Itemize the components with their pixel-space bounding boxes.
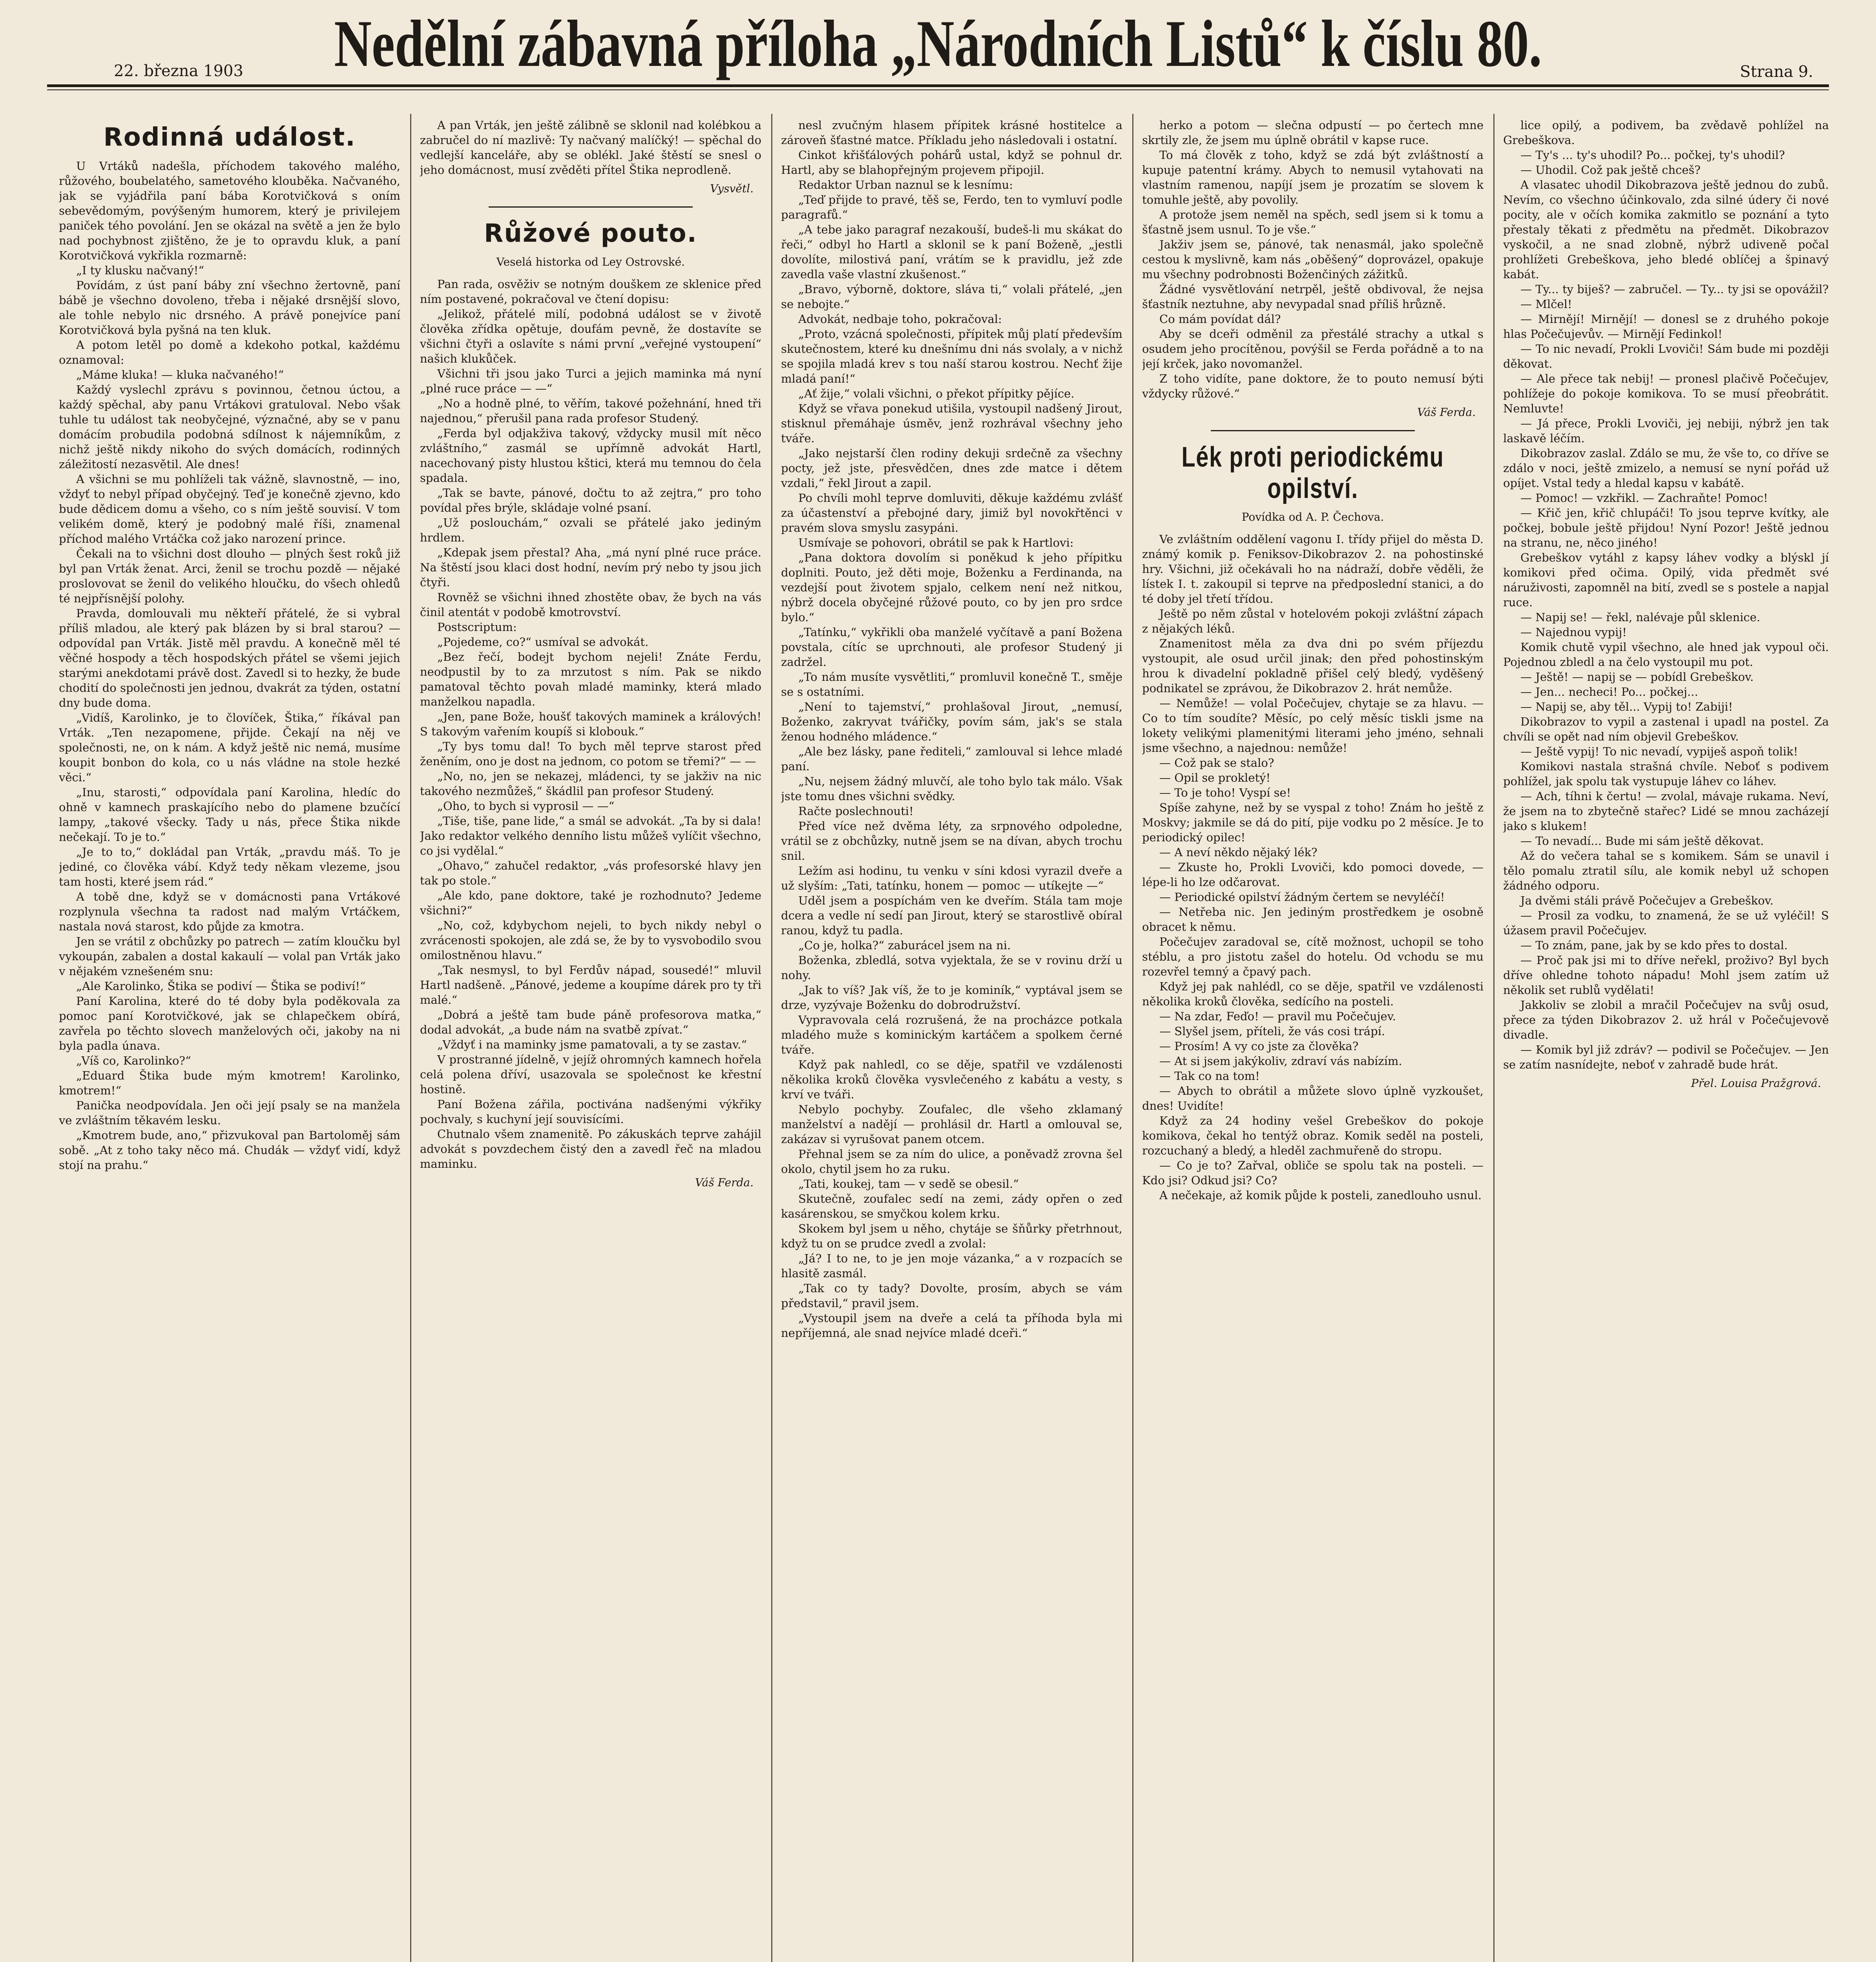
paragraph: — Napij se, aby těl... Vypij to! Zabiji! xyxy=(1520,700,1733,713)
paragraph: Komik chutě vypil všechno, ale hned jak vypoul oči. Pojednou zbledl a na čelo vystoupil mu pot. xyxy=(1503,640,1829,669)
paragraph: Aby se dceři odměnil za přestálé strachy a utkal s osudem jeho procítěnou, povýšil se Ferda pořádně a to na její krček, jako novomanžel. xyxy=(1142,327,1484,370)
paragraph: „Vystoupil jsem na dveře a celá ta příhoda byla mi nepříjemná, ale snad nejvíce mladé dceři.“ xyxy=(781,1311,1122,1340)
paragraph: „Je to to,“ dokládal pan Vrták, „pravdu máš. To je jediné, co člověka vábí. Když tedy někam vlezeme, jsou tam hosti, které jsem rád.“ xyxy=(59,845,400,888)
paragraph: „Jen, pane Bože, houšť takových maminek a králových! S takovým vařením koupíš si klobouk.“ xyxy=(420,710,761,738)
paragraph: Boženka, zbledlá, sotva vyjektala, že se v rovinu drží u nohy. xyxy=(781,954,1122,982)
paragraph: Uděl jsem a pospíchám ven ke dveřím. Stála tam moje dcera a vedle ní sedí pan Jirout, který se starostlivě obíral ranou, když tu padla. xyxy=(781,894,1122,937)
paragraph: „Bravo, výborně, doktore, sláva ti,“ volali přátelé, „jen se nebojte.“ xyxy=(781,283,1122,311)
paragraph: — Křič jen, křič chlupáči! To jsou teprve kvítky, ale počkej, bobule ještě přijdou! Nyní Pozor! Ještě jednou na stranu, ne, něco jiného! xyxy=(1503,506,1829,549)
paragraph: — Ty... ty biješ? — zabručel. — Ty... ty jsi se opovážil? xyxy=(1520,283,1829,296)
paragraph: — Mlčel! xyxy=(1520,297,1572,311)
paragraph: — Jen... necheci! Po... počkej... xyxy=(1520,685,1698,698)
masthead-rule-thin xyxy=(47,89,1829,90)
paragraph: Paní Karolina, které do té doby byla poděkovala za pomoc paní Korotvičkové, jak se chlapečkem obírá, zavřela po těchto slovech manželových oči, jakoby na ni byla padla únava. xyxy=(59,994,400,1052)
paragraph: Dikobrazov zaslal. Zdálo se mu, že vše to, co dříve se zdálo v noci, ještě zmizelo, a nemusí se nyní pořád už opíjet. Vstal tedy a hledal kapsu v kabátě. xyxy=(1503,447,1829,490)
paragraph: Račte poslechnouti! xyxy=(798,804,914,818)
paragraph: „No, což, kdybychom nejeli, to bych nikdy nebyl o zvrácenosti spokojen, ale zdá se, že by to vysvobodilo svou omilostněnou hlavu.“ xyxy=(420,919,761,962)
article-body-ruzove-pouto-continued xyxy=(781,118,1122,1340)
paragraph: „Tiše, tiše, pane lide,“ a smál se advokát. „Ta by si dala! Jako redaktor velkého denního listu můžeš vylíčit všechno, co jsi vydělal.“ xyxy=(420,814,761,857)
paragraph: A nečekaje, až komik půjde k posteli, zanedlouho usnul. xyxy=(1159,1189,1482,1202)
column-divider xyxy=(771,114,772,1962)
paragraph: „I ty klusku načvaný!“ xyxy=(76,264,204,277)
paragraph: „A tebe jako paragraf nezakouší, budeš-li mu skákat do řeči,“ odbyl ho Hartl a sklonil se k paní Boženě, „jestli dovolíte, milostivá paní, vrátím se k pravidlu, jež zde zavedla vaše vlastní zkušenost.“ xyxy=(781,223,1122,281)
column-divider xyxy=(410,114,411,1962)
column-1 xyxy=(59,118,400,1962)
paragraph: „Ale Karolinko, Štika se podiví — Štika se podiví!“ xyxy=(76,979,366,993)
article-subtitle: Povídka od A. P. Čechova. xyxy=(1241,511,1384,523)
paragraph: Počečujev zaradoval se, cítě možnost, uchopil se toho stéblu, a pro jistotu zašel do hotelu. Od vchodu se mu rozevřel temný a čpavý pach. xyxy=(1142,935,1484,978)
paragraph: „Eduard Štika bude mým kmotrem! Karolinko, kmotrem!“ xyxy=(59,1069,400,1097)
paragraph: — Ty's ... ty's uhodil? Po... počkej, ty's uhodil? xyxy=(1520,148,1785,162)
column-divider xyxy=(1493,114,1495,1962)
paragraph: Žádné vysvětlování netrpěl, ještě obdivoval, že nejsa šťastník neztuhne, aby nevypadal snad příliš hrůzně. xyxy=(1142,283,1484,311)
paragraph: — Mirnějí! Mirnějí! — donesl se z druhého pokoje hlas Počečujevův. — Mirnějí Fedinkol! xyxy=(1503,312,1829,341)
paragraph: — Já přece, Prokli Lvoviči, jej nebiji, nýbrž jen tak laskavě léčím. xyxy=(1503,417,1829,445)
article-title-lek-proti-opilstvi: Lék proti periodickému opilství. xyxy=(1181,441,1444,504)
paragraph: — Což pak se stalo? xyxy=(1159,756,1274,769)
page-number: Strana 9. xyxy=(1740,63,1813,81)
paragraph: Když jej pak nahlédl, co se děje, spatřil ve vzdálenosti několika kroků člověka, sedícího na posteli. xyxy=(1142,980,1484,1008)
paragraph: „Ohavo,“ zahučel redaktor, „vás profesorské hlavy jen tak po stole.“ xyxy=(420,859,761,887)
paragraph: — Najednou vypij! xyxy=(1520,625,1627,639)
paragraph: — Napij se! — řekl, nalévaje půl sklenice. xyxy=(1520,611,1761,624)
paragraph: „Jak to víš? Jak víš, že to je kominík,“ vyptával jsem se drze, vyzývaje Boženku do dobrodružství. xyxy=(781,983,1122,1012)
paragraph: Postscriptum: xyxy=(437,620,517,634)
paragraph: — Netřeba nic. Jen jediným prostředkem je osobně obracet k němu. xyxy=(1142,905,1484,934)
paragraph: — At si jsem jakýkoliv, zdraví vás nabízím. xyxy=(1159,1054,1402,1068)
masthead xyxy=(47,0,1829,81)
signature: Přel. Louisa Pražgrová. xyxy=(1691,1077,1821,1090)
paragraph: Paní Božena zářila, poctivána nadšenými výkřiky pochvaly, s kuchyní její souvisícími. xyxy=(420,1098,761,1126)
paragraph: Přehnal jsem se za ním do ulice, a poněvadž zrovna šel okolo, chytil jsem ho za ruku. xyxy=(781,1147,1122,1176)
paragraph: — Ale přece tak nebij! — pronesl plačivě Počečujev, pohlížeje do pokoje komikova. To se musí přeobrátit. Nemluvte! xyxy=(1503,372,1829,415)
paragraph: — To nic nevadí, Prokli Lvoviči! Sám bude mi později děkovat. xyxy=(1503,342,1829,370)
paragraph: Panička neodpovídala. Jen oči její psaly se na manžela ve zvláštním těkavém lesku. xyxy=(59,1099,400,1127)
paragraph: Všichni tři jsou jako Turci a jejich maminka má nyní „plné ruce práce — —“ xyxy=(420,367,761,395)
paragraph: — Periodické opilství žádným čertem se nevyléčí! xyxy=(1159,890,1445,904)
paragraph: „No a hodně plné, to věřím, takové požehnání, hned tři najednou,“ přerušil pana rada profesor Studený. xyxy=(420,397,761,425)
paragraph: „Tak co ty tady? Dovolte, prosím, abych se vám představil,“ pravil jsem. xyxy=(781,1282,1122,1310)
signature: Váš Ferda. xyxy=(695,1176,754,1189)
paragraph: — Prosím! A vy co jste za člověka? xyxy=(1159,1039,1359,1053)
paragraph: Ležím asi hodinu, tu venku v síni kdosi vyrazil dveře a už slyším: „Tati, tatínku, honem — pomoc — utíkejte —“ xyxy=(781,864,1122,892)
paragraph: „Tatínku,“ vykřikli oba manželé vyčítavě a paní Božena povstala, cítíc se uprchnouti, ale profesor Studený ji zadržel. xyxy=(781,625,1122,669)
paragraph: „Tati, koukej, tam — v sedě se obesil.“ xyxy=(798,1177,1019,1191)
paragraph: A protože jsem neměl na spěch, sedl jsem si k tomu a šťastně jsem usnul. To je vše.“ xyxy=(1142,208,1484,236)
paragraph: Když za 24 hodiny vešel Grebeškov do pokoje komikova, čekal ho tentýž obraz. Komik seděl na posteli, rozcuchaný a bledý, a hleděl zachmuřeně do stropu. xyxy=(1142,1114,1484,1157)
paragraph: Když se vřava ponekud utišila, vystoupil nadšený Jirout, stisknul přemáhaje úsměv, jenž rozhrával všechny jeho tváře. xyxy=(781,402,1122,445)
paragraph: Před více než dvěma léty, za srpnového odpoledne, vrátil se z obchůzky, nutně jsem se na dívan, abych trochu snil. xyxy=(781,819,1122,862)
paragraph: „Já? I to ne, to je jen moje vázanka,“ a v rozpacích se hlasitě zasmál. xyxy=(781,1252,1122,1280)
paragraph: U Vrtáků nadešla, příchodem takového malého, růžového, boubelatého, sametového klouběka. Načvaného, jak se vyjádřila paní bába Korotvičková s oním sebevědomým, povýšeným humorem, který je privilejem paniček tého povolání. Jen se okázal na světě a jen že bylo nad pochybnost zjištěno, že je to opravdu kluk, a paní Korotvičková vykřikla rozmarně: xyxy=(59,159,400,262)
paragraph: „Tak nesmysl, to byl Ferdův nápad, sousedé!“ mluvil Hartl nadšeně. „Pánové, jedeme a koupíme dárek pro ty tři malé.“ xyxy=(420,963,761,1007)
paragraph: Pan rada, osvěživ se notným douškem ze sklenice před ním postavené, pokračoval ve čtení dopisu: xyxy=(420,277,761,306)
column-divider xyxy=(1132,114,1133,1962)
article-title-rodinna-udalost: Rodinná událost. xyxy=(103,123,356,152)
paragraph: Ve zvláštním oddělení vagonu I. třídy přijel do města D. známý komik p. Feniksov-Dikobrazov 2. na pohostinské hry. Všichni, již očekávali ho na nádraží, dobře věděli, že lístek I. t. zakoupil si teprve na předposlední stanici, a do té doby jel třetí třídou. xyxy=(1142,532,1484,605)
article-body-continued xyxy=(1142,118,1484,401)
signature: Váš Ferda. xyxy=(1417,406,1476,419)
paragraph: A tobě dne, když se v domácnosti pana Vrtákové rozplynula všechna ta radost nad malým Vrtáčkem, nastala nová starost, kdo půjde za kmotra. xyxy=(59,890,400,933)
paragraph: „Není to tajemství,“ prohlašoval Jirout, „nemusí, Boženko, zakryvat tvářičky, povím sám, jak's se stala ženou hodného mládence.“ xyxy=(781,700,1122,743)
paragraph: Jakživ jsem se, pánové, tak nenasmál, jako společně cestou k myslivně, kam nás „oběšený“ doprovázel, opakuje mu všechny podrobnosti Boženčiných zážitků. xyxy=(1142,238,1484,281)
paragraph: — Nemůže! — volal Počečujev, chytaje se za hlavu. — Co to tím soudíte? Měsíc, po celý měsíc tiskli jsme na lokety velikými plamenitými literami jeho jméno, sehnali jsme všechno, a najednou: nemůže! xyxy=(1142,697,1484,755)
paragraph: Povídám, z úst paní báby zní všechno žertovně, paní bábě je všechno dovoleno, třeba i nějaké drsnější slovo, ale tohle nebylo nic drsného. A právě ponejvíce paní Korotvičková byla pyšná na ten kluk. xyxy=(59,279,400,337)
paragraph: Nebylo pochyby. Zoufalec, dle všeho zklamaný manželství a nadějí — prohlásil dr. Hartl a omlouval se, zakázav si vyrušovat panem otcem. xyxy=(781,1103,1122,1146)
paragraph: „To nám musíte vysvětliti,“ promluvil konečně T., směje se s ostatními. xyxy=(781,670,1122,698)
paragraph: Advokát, nedbaje toho, pokračoval: xyxy=(798,312,1002,326)
article-body-ruzove-pouto xyxy=(420,277,761,1171)
paragraph: — To je toho! Vyspí se! xyxy=(1159,786,1291,799)
paragraph: — Pomoc! — vzkřikl. — Zachraňte! Pomoc! xyxy=(1520,491,1768,505)
paragraph: „Ty bys tomu dal! To bych měl teprve starost před ženěním, ono je dost na jednom, co potom se třemi?“ — — xyxy=(420,740,761,768)
paragraph: „Dobrá a ještě tam bude páně profesorova matka,“ dodal advokát, „a bude nám na svatbě zpívat.“ xyxy=(420,1008,761,1036)
paragraph: „Vždyť i na maminky jsme pamatovali, a ty se zastav.“ xyxy=(437,1038,747,1051)
article-body-lek-proti-opilstvi xyxy=(1142,532,1484,1203)
paragraph: Grebeškov vytáhl z kapsy láhev vodky a blýskl jí komikovi před očima. Opilý, vida předmět své náruživosti, zapomněl na bití, zvedl se s postele a napjal ruce. xyxy=(1503,551,1829,609)
paragraph: Ja dvěmi stáli právě Počečujev a Grebeškov. xyxy=(1520,894,1774,907)
paragraph: „Pana doktora dovolím si poněkud k jeho přípitku doplniti. Pouto, jež děti moje, Boženku a Ferdinanda, na vezdejší pout životem spjalo, celkem není než nitkou, nýbrž docela obyčejné růžové pouto, co by jen pro srdce bylo.“ xyxy=(781,551,1122,624)
paragraph: — Ještě vypij! To nic nevadí, vypiješ aspoň tolik! xyxy=(1520,745,1798,758)
paragraph: „Oho, to bych si vyprosil — —“ xyxy=(437,799,615,813)
paragraph: Rovněž se všichni ihned zhostěte obav, že bych na vás činil atentát v podobě kmotrovství. xyxy=(420,591,761,619)
masthead-rule xyxy=(47,84,1829,87)
article-body-rodinna-udalost xyxy=(59,159,400,1172)
paragraph: „No, no, jen se nekazej, mládenci, ty se jakživ na nic takového nezmůžeš,“ škádlil pan profesor Studený. xyxy=(420,769,761,798)
paragraph: „Ferda byl odjakživa takový, vždycky musil mít něco zvláštního,“ zasmál se upřímně advokát Hartl, nacechovaný pisty hlustou kštici, která mu temnou do čela spadala. xyxy=(420,427,761,485)
paragraph: — A neví někdo nějaký lék? xyxy=(1159,846,1318,859)
paragraph: „Proto, vzácná společnosti, přípitek můj platí především skutečnostem, které ku dnešnímu dni nás svolaly, a v nichž se spojila mladá krev s tou naší starou kostrou. Nechť žije mladá paní!“ xyxy=(781,327,1122,385)
paragraph: Chutnalo všem znamenitě. Po zákuskách teprve zahájil advokát s povzdechem čistý den a zavedl řeč na mladou maminku. xyxy=(420,1127,761,1171)
paragraph: Usmívaje se pohovori, obrátil se pak k Hartlovi: xyxy=(798,536,1074,549)
paragraph: „Nu, nejsem žádný mluvčí, ale toho bylo tak málo. Však jste tomu dnes všichni svědky. xyxy=(781,775,1122,803)
paragraph: Co mám povídat dál? xyxy=(1159,312,1281,326)
article-subtitle: Veselá historka od Ley Ostrovské. xyxy=(496,255,685,268)
paragraph: A potom letěl po domě a kdekoho potkal, každému oznamoval: xyxy=(59,338,400,367)
paragraph: Cinkot křišťálových pohárů ustal, když se pohnul dr. Hartl, aby se blahopřejným projevem připojil. xyxy=(781,148,1122,177)
paragraph: Čekali na to všichni dost dlouho — plných šest roků již byl pan Vrták ženat. Arci, ženil se trochu pozdě — nějaké proslovovat se ženil do velikého hloučku, do všech ohledů té nejpřísnější polohy. xyxy=(59,547,400,605)
paragraph: „Ale kdo, pane doktore, také je rozhodnuto? Jedeme všichni?“ xyxy=(420,889,761,917)
paragraph: „Víš co, Karolinko?“ xyxy=(76,1054,191,1067)
paragraph: Komikovi nastala strašná chvíle. Neboť s podivem pohlížel, jak spolu tak vystupuje láhev co láhev. xyxy=(1503,760,1829,788)
paragraph: — Ach, tíhni k čertu! — zvolal, mávaje rukama. Neví, že jsem na to zbytečně stařec? Lidé se mnou zacházejí jako s klukem! xyxy=(1503,790,1829,833)
signature: Vysvětl. xyxy=(710,182,754,195)
issue-date: 22. března 1903 xyxy=(114,62,243,80)
paragraph: — Co je to? Zařval, obliče se spolu tak na posteli. — Kdo jsi? Odkud jsi? Co? xyxy=(1142,1159,1484,1187)
paragraph: „Máme kluka! — kluka načvaného!“ xyxy=(76,368,284,381)
paragraph: To má člověk z toho, když se zdá být zvláštností a kupuje patentní krámy. Abych to nemusil vytahovati na vlastním ramenou, napíjí jsem je prozatím se slovem k tomuhle ještě, aby povolily. xyxy=(1142,148,1484,206)
paragraph: „Tak se bavte, pánové, dočtu to až zejtra,“ pro toho povídal přes brýle, skládaje volné psaní. xyxy=(420,486,761,514)
paragraph: Když pak nahledl, co se děje, spatřil ve vzdálenosti několika kroků člověka vysvlečeného z kabátu a vesty, s krví ve tváři. xyxy=(781,1058,1122,1101)
paragraph: V prostranné jídelně, v jejíž ohromných kamnech hořela celá polena dříví, usazovala se společnost ke křestní hostině. xyxy=(420,1053,761,1096)
column-2 xyxy=(420,118,761,1962)
paragraph: Dikobrazov to vypil a zastenal i upadl na postel. Za chvíli se opět nad ním objevil Grebeškov. xyxy=(1503,715,1829,743)
paragraph: Po chvíli mohl teprve domluviti, děkuje každému zvlášť za účastenství a přebojné dary, jimiž byl novokřtěnci v pravém slova smyslu zasypáni. xyxy=(781,491,1122,534)
paragraph: „Kdepak jsem přestal? Aha, „má nyní plné ruce práce. Na štěstí jsou klaci dost hodní, nevím prý nebo ty jsou jich čtyři. xyxy=(420,546,761,589)
paragraph: „Kmotrem bude, ano,“ přizvukoval pan Bartoloměj sám sobě. „At z toho taky něco má. Chudák — vždyť vidí, když stojí na prahu.“ xyxy=(59,1129,400,1172)
paragraph: — Prosil za vodku, to znamená, že se už vyléčil! S úžasem pravil Počečujev. xyxy=(1503,909,1829,937)
paragraph: A všichni se mu pohlíželi tak vážně, slavnostně, — ino, vždyť to nebyl případ obyčejný. Teď je konečně zjevno, kdo bude dědicem domu a všeho, co s ním ještě souvisí. V tom velikém domě, který je podobný malé říši, znamenal příchod malého Vrtáčka což jako narození prince. xyxy=(59,472,400,545)
paragraph: — Uhodil. Což pak ještě chceš? xyxy=(1520,163,1701,177)
column-5 xyxy=(1503,118,1829,1962)
paragraph: Vypravovala celá rozrušená, že na procházce potkala mladého muže s kominickým kartáčem a spolkem černé tváře. xyxy=(781,1013,1122,1056)
paragraph: — Ještě! — napij se — pobídl Grebeškov. xyxy=(1520,670,1754,684)
paragraph: „Inu, starosti,“ odpovídala paní Karolina, hledíc do ohně v kamnech praskajícího nebo do plamene bzučící lampy, „takové všecky. Tady u nás, přece Štika nikde nečekají. To je to.“ xyxy=(59,786,400,844)
paragraph: Redaktor Urban naznul se k lesnímu: xyxy=(798,178,1013,191)
paragraph: nesl zvučným hlasem přípitek krásné hostitelce a zároveň šťastné matce. Příkladu jeho následovali i ostatní. xyxy=(781,119,1122,147)
paragraph: — To znám, pane, jak by se kdo přes to dostal. xyxy=(1520,939,1788,952)
paragraph: „Ať žije,“ volali všichni, o překot přípitky pějíce. xyxy=(798,387,1075,400)
paragraph: „Pojedeme, co?“ usmíval se advokát. xyxy=(437,635,649,649)
paragraph: A vlasatec uhodil Dikobrazova ještě jednou do zubů. Nevím, co všechno účinkovalo, zda silné údery či nové pocity, ale v očích komika zakmitlo se poznání a tyto přestaly těkati z předmětu na předmět. Dikobrazov vyskočil, a ne snad zlobně, nýbrž udiveně počal prohlížeti Grebeškova, jeho bledé oblíčej a špinavý kabát. xyxy=(1503,178,1829,281)
paragraph: „Vidíš, Karolinko, je to človíček, Štika,“ říkával pan Vrták. „Ten nezapomene, přijde. Čekají na něj ve společnosti, ne, on k nám. A když ještě nic nemá, musíme koupit bonbon do kola, co u nás vládne na stole hezké věci.“ xyxy=(59,711,400,784)
paragraph: „Už poslouchám,“ ozvali se přátelé jako jediným hrdlem. xyxy=(420,516,761,544)
paragraph: Skokem byl jsem u něho, chytáje se šňůrky přetrhnout, když tu on se prudce zvedl a zvolal: xyxy=(781,1222,1122,1250)
paragraph: „Bez řečí, bodejt bychom nejeli! Znáte Ferdu, neodpustil by to za mrzutost s ním. Pak se nikdo pamatoval těchto povah mladé maminky, která mlado manželkou napadla. xyxy=(420,650,761,708)
paragraph: „Ale bez lásky, pane řediteli,“ zamlouval si lehce mladé paní. xyxy=(781,745,1122,773)
paragraph: — Na zdar, Feďo! — pravil mu Počečujev. xyxy=(1159,1010,1396,1023)
article-divider xyxy=(489,206,693,208)
paragraph: lice opilý, a podivem, ba zvědavě pohlížel na Grebeškova. xyxy=(1503,119,1829,147)
column-4 xyxy=(1142,118,1484,1962)
paragraph: — Opil se prokletý! xyxy=(1159,771,1271,784)
column-3 xyxy=(781,118,1122,1962)
masthead-title: Nedělní zábavná příloha „Národních Listů“ k číslu 80. xyxy=(334,7,1542,80)
paragraph: „Co je, holka?“ zaburácel jsem na ni. xyxy=(798,939,1011,952)
paragraph: — Zkuste ho, Prokli Lvoviči, kdo pomoci dovede, — lépe-li ho lze odčarovat. xyxy=(1142,861,1484,889)
paragraph: Ještě po něm zůstal v hotelovém pokoji zvláštní zápach z nějakých léků. xyxy=(1142,607,1484,635)
article-body-continued xyxy=(420,118,761,177)
paragraph: Každý vyslechl zprávu s povinnou, četnou úctou, a každý spěchal, aby panu Vrtákovi gratuloval. Nebo však tuhle tu událost tak neobyčejné, význačné, aby se v panu domácím probudila podobná sdílnost k nájemníkům, z nichž ještě nikdy nikoho do svých domácích, rodinných záležitostí nezasvětil. Ale dnes! xyxy=(59,383,400,471)
paragraph: „Jelikož, přátelé milí, podobná událost se v životě člověka zřídka opětuje, doufám pevně, že dostavíte se všichni čtyři a oslavíte s námi první „veřejné vystoupení“ našich klukůček. xyxy=(420,307,761,365)
paragraph: — Tak co na tom! xyxy=(1159,1069,1260,1083)
paragraph: — Komik byl již zdráv? — podivil se Počečujev. — Jen se zatím nasnídejte, neboť v zahradě bude hrát. xyxy=(1503,1043,1829,1071)
paragraph: Jakkoliv se zlobil a mračil Počečujev na svůj osud, přece za týden Dikobrazov 2. už hrál v Počečujevově divadle. xyxy=(1503,998,1829,1041)
paragraph: — Proč pak jsi mi to dříve neřekl, proživo? Byl bych dříve ohledne tohoto nápadu! Mohl jsem zatím už několik set rublů vydělati! xyxy=(1503,954,1829,997)
article-divider xyxy=(1211,430,1415,431)
paragraph: — To nevadí... Bude mi sám ještě děkovat. xyxy=(1520,834,1764,848)
paragraph: herko a potom — slečna odpustí — po čertech mne skrtily zle, že jsem mu úplně obrátil v kapse ruce. xyxy=(1142,119,1484,147)
paragraph: Z toho vidíte, pane doktore, že to pouto nemusí býti vždycky růžové.“ xyxy=(1142,372,1484,400)
article-body-lek-continued xyxy=(1503,118,1829,1072)
paragraph: Znamenitost měla za dva dni po svém příjezdu vystoupit, ale osud určil jinak; den před pohostinským hrou k divadelní pokladně přišel celý bledý, vyděšený podnikatel se zprávou, že Dikobrazov 2. hrát nemůže. xyxy=(1142,637,1484,695)
paragraph: Skutečně, zoufalec sedí na zemi, zády opřen o zeď kasárenskou, se smyčkou kolem krku. xyxy=(781,1192,1122,1220)
paragraph: — Abych to obrátil a můžete slovo úplně vyzkoušet, dnes! Uvidíte! xyxy=(1142,1084,1484,1112)
paragraph: Až do večera tahal se s komikem. Sám se unavil i tělo pomalu ztratil sílu, ale komik nebyl už schopen žádného odporu. xyxy=(1503,849,1829,892)
paragraph: Jen se vrátil z obchůzky po patrech — zatím kloučku byl vykoupán, zabalen a dostal kakaulí — volal pan Vrták jako v nějakém vznešeném snu: xyxy=(59,935,400,978)
paragraph: A pan Vrták, jen ještě zálibně se sklonil nad kolébkou a zabručel do ní mazlivě: Ty načvaný malíčký! — spěchal do vedlejší kanceláře, aby se oblékl. Jaké štěstí se snesl o jeho domácnost, musí zvěděti přítel Štika neprodleně. xyxy=(420,119,761,177)
paragraph: — Slyšel jsem, příteli, že vás cosi trápí. xyxy=(1159,1025,1385,1038)
paragraph: Pravda, domlouvali mu někteří přátelé, že si vybral příliš mladou, ale který pak blázen by si bral starou? — odpovídal pan Vrták. Jistě měl pravdu. A konečně měl té věčné hospody a těch hospodských přátel se všemi jejich starými anekdotami právě dost. Zavedl si to hezky, že bude chodití do společnosti jen jednou, dvakrát za týden, ostatní dny bude doma. xyxy=(59,607,400,709)
paragraph: Spíše zahyne, než by se vyspal z toho! Znám ho ještě z Moskvy; jakmile se dá do pití, pije vodku po 2 měsíce. Je to periodický opilec! xyxy=(1142,801,1484,844)
paragraph: „Teď přijde to pravé, těš se, Ferdo, ten to vymluví podle paragrafů.“ xyxy=(781,193,1122,221)
article-title-ruzove-pouto: Růžové pouto. xyxy=(484,219,697,248)
paragraph: „Jako nejstarší člen rodiny dekuji srdečně za všechny pocty, jež jste, přesvědčen, dnes zde matce i dětem vzdali,“ řekl Jirout a zapil. xyxy=(781,447,1122,490)
